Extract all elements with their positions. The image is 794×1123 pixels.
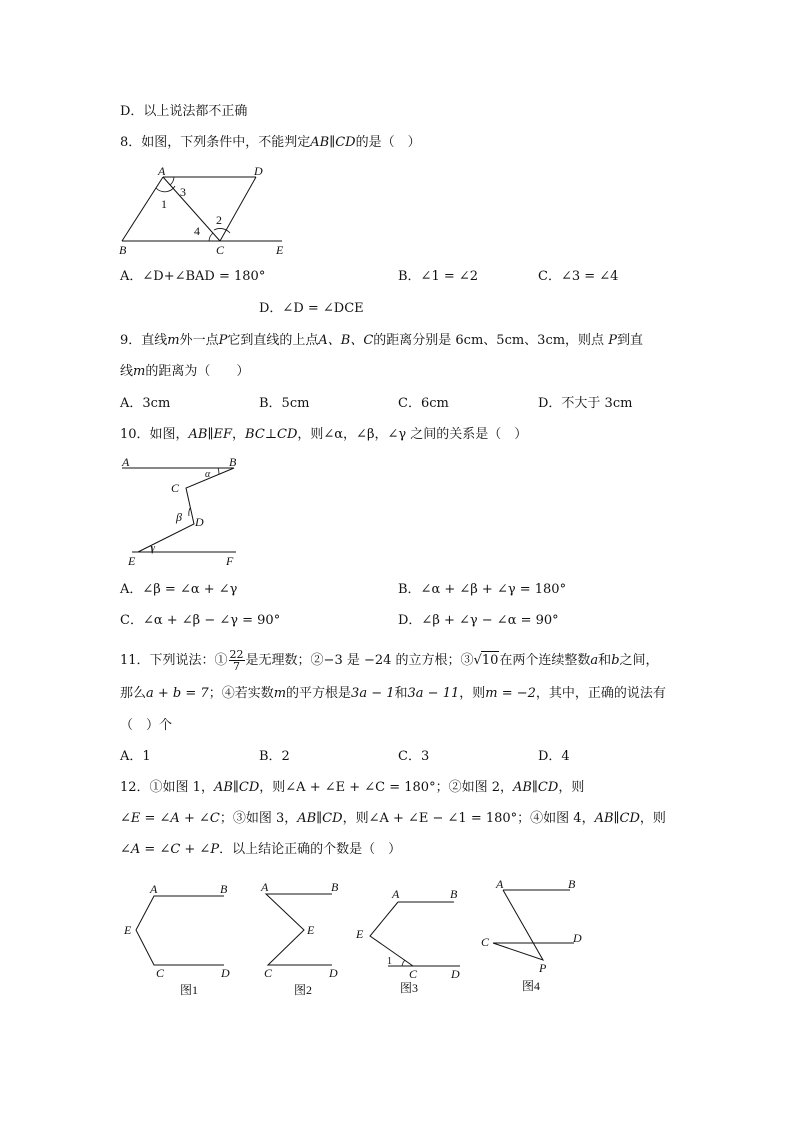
q10-option-b: B．∠α + ∠β + ∠γ = 180°	[398, 582, 567, 597]
q10-label-d: D	[195, 515, 204, 529]
q8-stem: 8．如图，下列条件中，不能判定AB∥CD的是（ ）	[120, 135, 421, 150]
q12-figure-2	[260, 880, 339, 997]
q8-option-c: C．∠3 = ∠4	[538, 269, 619, 284]
svg-text:A: A	[496, 877, 504, 891]
caption-fig4: 图4	[522, 979, 541, 993]
q8-angle-3: 3	[180, 185, 186, 199]
svg-text:D: D	[329, 966, 338, 980]
svg-text:B: B	[450, 887, 458, 901]
q8-angle-2: 2	[216, 213, 222, 227]
svg-text:B: B	[220, 882, 228, 896]
q8-option-d: D．∠D = ∠DCE	[259, 301, 364, 316]
q10-label-f: F	[226, 554, 234, 568]
q10-option-d: D．∠β + ∠γ − ∠α = 90°	[398, 613, 559, 628]
q8-option-a: A．∠D+∠BAD = 180°	[120, 269, 266, 284]
svg-text:A: A	[392, 887, 400, 901]
q9-option-b: B．5cm	[259, 396, 310, 411]
svg-text:C: C	[264, 966, 273, 980]
q12-figure-3	[355, 887, 460, 995]
q8-angle-4: 4	[194, 224, 200, 238]
svg-text:C: C	[156, 966, 165, 980]
q8-figure	[118, 163, 298, 261]
q11-stem-line3: （ ）个	[120, 718, 173, 733]
q11-option-b: B．2	[259, 749, 290, 764]
caption-fig2: 图2	[294, 983, 313, 997]
caption-fig3: 图3	[400, 981, 419, 995]
svg-text:C: C	[409, 967, 418, 981]
q9-stem-line1: 9．直线m外一点P它到直线的上点A、B、C的距离分别是 6cm、5cm、3cm，则点 P到直	[120, 333, 643, 348]
q9-option-c: C．6cm	[398, 396, 449, 411]
q8-label-d: D	[254, 164, 263, 178]
q12-stem-line1: 12．①如图 1，AB∥CD，则∠A + ∠E + ∠C = 180°；②如图 2，AB∥CD，则	[120, 780, 585, 795]
q8-label-b: B	[119, 243, 127, 257]
q12-stem-line2: ∠E = ∠A + ∠C；③如图 3，AB∥CD，则∠A + ∠E − ∠1 = 180°；④如图 4，AB∥CD，则	[120, 811, 666, 826]
svg-text:D: D	[221, 966, 230, 980]
q9-stem-line2: 线m的距离为（ ）	[120, 364, 250, 379]
q10-option-a: A．∠β = ∠α + ∠γ	[120, 582, 238, 597]
q10-label-b: B	[229, 455, 237, 469]
q10-figure	[118, 452, 248, 574]
q8-option-b: B．∠1 = ∠2	[398, 269, 479, 284]
svg-text:C: C	[481, 935, 490, 949]
svg-text:P: P	[539, 961, 547, 975]
q11-stem-line2: 那么a + b = 7；④若实数m的平方根是3a − 1和3a − 11，则m = −2，其中，正确的说法有	[120, 686, 666, 701]
svg-text:1: 1	[387, 956, 392, 967]
q11-option-c: C．3	[398, 749, 430, 764]
q11-stem-line1: 11．下列说法：① $\frac{22}{7}$ 是无理数；②−3 是 −24 的立方根；③√10在两个连续整数a和b之间，	[120, 648, 659, 673]
q9-option-d: D．不大于 3cm	[538, 396, 633, 411]
q10-label-c: C	[171, 481, 180, 495]
fraction-22-7: $\frac{22}{7}$	[229, 648, 244, 673]
q12-stem-line3: ∠A = ∠C + ∠P．以上结论正确的个数是（ ）	[120, 842, 402, 857]
svg-text:A: A	[261, 880, 269, 894]
svg-text:D: D	[573, 931, 582, 945]
q10-angle-alpha: α	[205, 469, 211, 480]
q8-label-a: A	[158, 164, 166, 178]
q12-figure-4	[481, 877, 582, 993]
q7-option-d: D．以上说法都不正确	[120, 104, 248, 119]
q10-label-e: E	[128, 554, 136, 568]
q12-figures	[118, 876, 598, 1006]
svg-text:A: A	[150, 882, 158, 896]
q11-option-a: A．1	[120, 749, 151, 764]
q9-option-a: A．3cm	[120, 396, 171, 411]
q8-angle-1: 1	[161, 197, 167, 211]
svg-text:D: D	[451, 967, 460, 981]
q10-stem: 10．如图，AB∥EF，BC⊥CD，则∠α，∠β，∠γ 之间的关系是（ ）	[120, 427, 528, 442]
q10-angle-gamma: γ	[151, 543, 155, 554]
svg-text:B: B	[331, 880, 339, 894]
q8-label-c: C	[216, 243, 225, 257]
q11-option-d: D．4	[538, 749, 570, 764]
q12-figure-1	[123, 882, 230, 997]
caption-fig1: 图1	[180, 983, 199, 997]
svg-text:E: E	[307, 923, 315, 937]
q8-label-e: E	[276, 243, 284, 257]
q10-angle-beta: β	[176, 510, 182, 524]
q10-option-c: C．∠α + ∠β − ∠γ = 90°	[120, 613, 281, 628]
svg-text:E: E	[356, 927, 364, 941]
q10-label-a: A	[122, 455, 130, 469]
svg-text:B: B	[568, 877, 576, 891]
svg-text:E: E	[124, 923, 132, 937]
